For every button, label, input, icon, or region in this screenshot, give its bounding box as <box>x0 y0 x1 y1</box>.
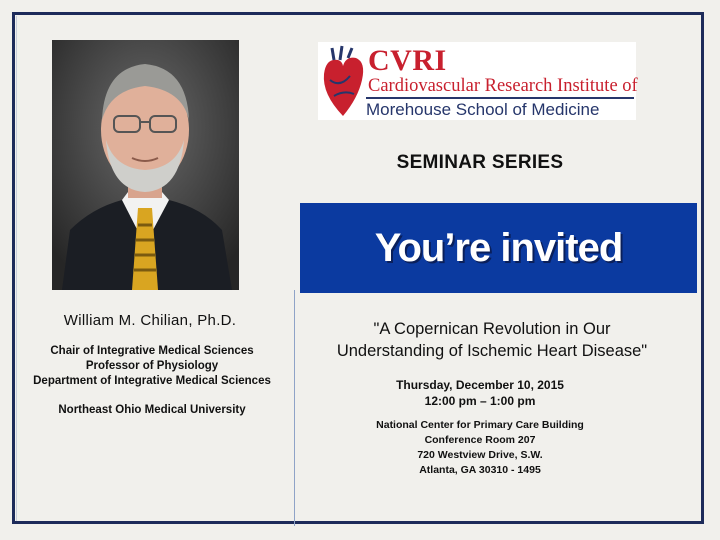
location-street: 720 Westview Drive, S.W. <box>417 449 543 461</box>
speaker-affiliation: Northeast Ohio Medical University <box>58 404 246 416</box>
location-building: National Center for Primary Care Building <box>376 419 584 431</box>
seminar-series-label: SEMINAR SERIES <box>396 152 564 173</box>
left-rule <box>16 16 17 521</box>
logo-institute: Cardiovascular Research Institute of <box>368 76 638 96</box>
logo-acronym: CVRI <box>368 44 447 77</box>
invite-text: You’re invited <box>374 225 623 270</box>
talk-title-line-2: Understanding of Ischemic Heart Disease" <box>336 342 648 360</box>
invite-banner <box>300 203 697 293</box>
speaker-name: William M. Chilian, Ph.D. <box>63 312 237 329</box>
column-divider <box>294 290 295 526</box>
location-room: Conference Room 207 <box>424 434 536 446</box>
event-time <box>380 377 580 409</box>
speaker-title-1: Chair of Integrative Medical Sciences <box>50 345 254 357</box>
speaker-title-3: Department of Integrative Medical Sciences <box>33 375 271 387</box>
event-location <box>360 418 600 478</box>
speaker-titles <box>22 344 282 389</box>
logo-school: Morehouse School of Medicine <box>366 97 634 120</box>
heart-icon <box>320 44 366 118</box>
location-city: Atlanta, GA 30310 - 1495 <box>419 464 541 476</box>
talk-title-line-1: "A Copernican Revolution in Our <box>373 320 611 338</box>
talk-title <box>300 318 684 362</box>
speaker-photo <box>52 40 239 290</box>
event-hours: 12:00 pm – 1:00 pm <box>424 394 536 408</box>
cvri-logo <box>318 42 636 120</box>
event-date: Thursday, December 10, 2015 <box>396 378 564 392</box>
speaker-title-2: Professor of Physiology <box>85 360 219 372</box>
